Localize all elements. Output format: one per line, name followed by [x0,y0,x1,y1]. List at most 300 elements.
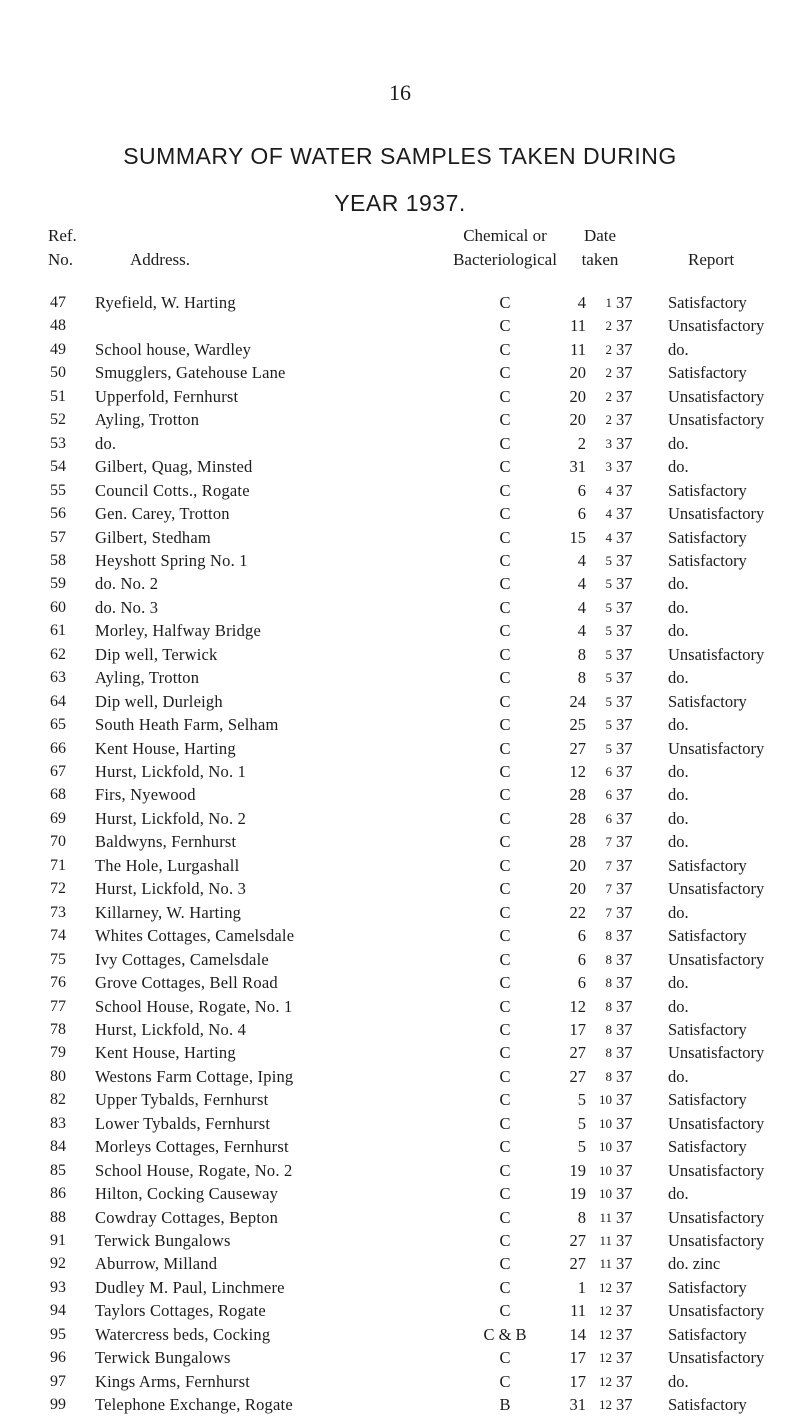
report: do. [668,785,689,805]
ref-number: 52 [50,411,66,429]
date-month: 4 [605,506,612,522]
date-month: 11 [599,1256,612,1272]
address: do. [95,433,117,453]
address: Whites Cottages, Camelsdale [95,926,295,946]
date-year: 37 [616,597,633,617]
date-month: 6 [605,810,612,826]
ref-number: 70 [50,833,66,851]
sample-type: C [499,1254,511,1274]
report: Satisfactory [668,550,747,570]
header-type-line1: Chemical or [463,226,547,245]
table-row [0,783,800,807]
date-day: 2 [577,433,586,453]
ref-number: 71 [50,856,66,874]
sample-type: C [499,480,511,500]
table-row [0,1018,800,1042]
address: Hurst, Lickfold, No. 1 [95,762,247,781]
address: Gen. Carey, Trotton [95,504,230,524]
report: Satisfactory [668,363,747,383]
date-year: 37 [616,1254,633,1274]
sample-type: C [499,879,511,899]
report: do. [668,808,689,828]
sample-type: C [499,1090,511,1110]
address: Taylors Cottages, Rogate [95,1301,266,1321]
table-row [0,1112,800,1136]
date-day: 27 [569,1066,586,1086]
report: do. [668,1184,689,1204]
table-row [0,1276,800,1300]
report: Unsatisfactory [668,1301,765,1321]
date-year: 37 [616,363,633,383]
date-month: 5 [605,623,612,639]
table-row [0,1323,800,1347]
date-day: 14 [569,1324,586,1344]
address: Council Cotts., Rogate [95,480,250,500]
sample-type: C [499,597,511,617]
ref-number: 96 [50,1349,66,1367]
date-month: 5 [605,670,612,686]
date-year: 37 [616,480,633,500]
sample-type: C [499,504,511,524]
date-day: 12 [569,762,586,781]
sample-type: C [499,550,511,570]
report: do. [668,762,689,781]
report: do. [668,1066,689,1086]
report: do. [668,715,689,735]
report: Unsatisfactory [668,504,765,524]
date-month: 3 [605,435,612,451]
sample-type: C [499,1277,511,1297]
address: Upperfold, Fernhurst [95,386,239,406]
table-row [0,1065,800,1089]
ref-number: 94 [50,1302,66,1320]
ref-number: 60 [50,598,66,616]
address: Morley, Halfway Bridge [95,621,261,641]
header-ref-line1: Ref. [48,226,77,245]
table-row [0,666,800,690]
date-day: 6 [577,973,586,993]
sample-type: C [499,410,511,430]
address: Lower Tybalds, Fernhurst [95,1113,271,1133]
report: Satisfactory [668,1090,747,1110]
date-year: 37 [616,1043,633,1063]
date-year: 37 [616,527,633,547]
date-year: 37 [616,762,633,781]
table-row [0,361,800,385]
date-year: 37 [616,855,633,875]
sample-type: C [499,691,511,711]
ref-number: 61 [50,622,66,640]
date-day: 20 [569,363,586,383]
header-ref-line2: No. [48,250,74,269]
date-day: 1 [577,1277,586,1297]
address: Aburrow, Milland [95,1254,218,1274]
sample-type: C [499,855,511,875]
sample-type: C [499,363,511,383]
date-year: 37 [616,1160,633,1180]
ref-number: 82 [50,1091,66,1109]
ref-number: 79 [50,1044,66,1062]
sample-type: C [499,926,511,946]
date-day: 4 [577,574,586,594]
address: Firs, Nyewood [95,785,196,805]
table-row [0,502,800,526]
address: Killarney, W. Harting [95,902,242,922]
table-row [0,830,800,854]
ref-number: 50 [50,364,66,382]
date-day: 8 [577,668,586,688]
page-title: SUMMARY OF WATER SAMPLES TAKEN DURING [123,143,677,169]
sample-type: C [499,785,511,805]
report: do. [668,1371,689,1391]
table-row [0,432,800,456]
sample-type: C [499,574,511,594]
date-month: 7 [605,857,612,873]
date-day: 20 [569,386,586,406]
table-row [0,549,800,573]
ref-number: 75 [50,950,66,968]
date-month: 8 [605,951,612,967]
ref-number: 56 [50,505,66,523]
sample-type: C [499,457,511,477]
address: Gilbert, Quag, Minsted [95,457,253,477]
report: do. [668,902,689,922]
date-year: 37 [616,316,633,336]
address: Dudley M. Paul, Linchmere [95,1277,285,1297]
report: Unsatisfactory [668,316,765,336]
sample-type: C [499,1207,511,1227]
date-year: 37 [616,715,633,735]
header-report: Report [688,250,735,269]
address: Upper Tybalds, Fernhurst [95,1090,269,1110]
page-subtitle: YEAR 1937. [334,190,466,216]
ref-number: 95 [50,1325,66,1343]
report: Satisfactory [668,691,747,711]
report: Satisfactory [668,1324,747,1344]
date-month: 7 [605,881,612,897]
sample-type: C [499,808,511,828]
date-month: 12 [599,1303,612,1319]
sample-type: C [499,433,511,453]
ref-number: 65 [50,716,66,734]
date-month: 10 [599,1115,612,1131]
address: Kent House, Harting [95,1043,236,1063]
date-day: 20 [569,855,586,875]
date-day: 4 [577,597,586,617]
address: Ivy Cottages, Camelsdale [95,949,269,969]
ref-number: 92 [50,1255,66,1273]
date-month: 2 [605,318,612,334]
table-row [0,385,800,409]
address: Westons Farm Cottage, Iping [95,1066,294,1086]
sample-type: C [499,949,511,969]
table-row [0,619,800,643]
date-year: 37 [616,668,633,688]
date-month: 5 [605,693,612,709]
ref-number: 69 [50,809,66,827]
date-day: 11 [570,316,586,336]
report: Unsatisfactory [668,949,765,969]
date-day: 17 [569,1371,586,1391]
address: Ryefield, W. Harting [95,293,236,312]
ref-number: 99 [50,1396,66,1414]
address: do. No. 2 [95,574,159,594]
sample-type: C [499,738,511,758]
address: Gilbert, Stedham [95,527,211,547]
ref-number: 63 [50,669,66,687]
date-month: 12 [599,1397,612,1413]
date-month: 12 [599,1350,612,1366]
table-row [0,479,800,503]
address: Baldwyns, Fernhurst [95,832,237,852]
report: Satisfactory [668,1277,747,1297]
report: Satisfactory [668,855,747,875]
report: Unsatisfactory [668,879,765,899]
date-month: 12 [599,1279,612,1295]
sample-type: C [499,996,511,1016]
date-day: 20 [569,879,586,899]
table-row [0,854,800,878]
date-day: 17 [569,1348,586,1368]
table-row [0,948,800,972]
ref-number: 76 [50,974,66,992]
date-month: 2 [605,365,612,381]
date-year: 37 [616,949,633,969]
address: Kings Arms, Fernhurst [95,1371,250,1391]
address: Telephone Exchange, Rogate [95,1395,293,1415]
ref-number: 97 [50,1372,66,1390]
date-day: 20 [569,410,586,430]
date-day: 22 [569,902,586,922]
report: Unsatisfactory [668,1160,765,1180]
table-row [0,877,800,901]
sample-type: C [499,1231,511,1250]
ref-number: 47 [50,294,66,311]
date-day: 8 [577,1207,586,1227]
ref-number: 57 [50,528,66,546]
date-day: 6 [577,926,586,946]
page-number: 16 [389,80,411,105]
table-row [0,924,800,948]
date-month: 5 [605,552,612,568]
address: Hilton, Cocking Causeway [95,1184,279,1204]
report: Unsatisfactory [668,1348,765,1368]
date-year: 37 [616,457,633,477]
date-year: 37 [616,293,633,312]
address: Ayling, Trotton [95,410,200,430]
table-row [0,455,800,479]
date-year: 37 [616,1113,633,1133]
sample-type: B [499,1395,511,1415]
table-row [0,338,800,362]
date-month: 7 [605,834,612,850]
date-month: 8 [605,1045,612,1061]
report: do. [668,597,689,617]
header-address: Address. [130,250,190,269]
table-row [0,1346,800,1370]
date-day: 31 [569,457,586,477]
ref-number: 55 [50,481,66,499]
table-row [0,291,800,315]
sample-type: C [499,386,511,406]
address: Watercress beds, Cocking [95,1324,271,1344]
address: Ayling, Trotton [95,668,200,688]
table-row [0,526,800,550]
date-year: 37 [616,410,633,430]
date-month: 4 [605,482,612,498]
report: Unsatisfactory [668,410,765,430]
report: Satisfactory [668,480,747,500]
sample-type: C [499,316,511,336]
date-day: 6 [577,480,586,500]
address: School House, Rogate, No. 2 [95,1160,293,1180]
sample-type: C [499,1137,511,1157]
sample-type: C [499,527,511,547]
date-month: 11 [599,1233,612,1248]
date-day: 5 [577,1137,586,1157]
ref-number: 80 [50,1067,66,1085]
date-month: 10 [599,1162,612,1178]
sample-type: C [499,1066,511,1086]
date-month: 2 [605,341,612,357]
report: Unsatisfactory [668,386,765,406]
ref-number: 67 [50,763,66,780]
address: Hurst, Lickfold, No. 2 [95,808,247,828]
date-month: 2 [605,388,612,404]
date-year: 37 [616,879,633,899]
date-month: 10 [599,1186,612,1202]
table-row [0,1135,800,1159]
date-month: 12 [599,1326,612,1342]
date-year: 37 [616,1137,633,1157]
table-row [0,807,800,831]
ref-number: 77 [50,997,66,1015]
date-month: 6 [605,787,612,803]
table-row [0,1159,800,1183]
date-year: 37 [616,504,633,524]
date-month: 10 [599,1139,612,1155]
date-month: 8 [605,928,612,944]
report: do. [668,433,689,453]
date-day: 27 [569,738,586,758]
date-day: 27 [569,1043,586,1063]
sample-type: C [499,1043,511,1063]
date-month: 8 [605,998,612,1014]
table-row [0,1041,800,1065]
address: Dip well, Durleigh [95,691,223,711]
date-month: 4 [605,529,612,545]
ref-number: 93 [50,1278,66,1296]
sample-type: C [499,1184,511,1204]
header-date-line1: Date [583,226,617,245]
address: Heyshott Spring No. 1 [95,550,248,570]
date-month: 1 [605,295,612,310]
date-year: 37 [616,738,633,758]
ref-number: 85 [50,1161,66,1179]
report: do. [668,668,689,688]
date-day: 24 [569,691,586,711]
table-row [0,1299,800,1323]
address: Terwick Bungalows [95,1348,231,1368]
date-year: 37 [616,785,633,805]
date-month: 5 [605,576,612,592]
sample-type: C [499,1019,511,1039]
ref-number: 74 [50,927,66,945]
date-year: 37 [616,808,633,828]
date-day: 15 [569,527,586,547]
table-row [0,643,800,667]
ref-number: 84 [50,1138,66,1156]
table-row [0,1393,800,1417]
report: do. [668,574,689,594]
report: Satisfactory [668,1395,747,1415]
ref-number: 88 [50,1208,66,1226]
date-year: 37 [616,1324,633,1344]
address: The Hole, Lurgashall [95,855,240,875]
date-month: 5 [605,599,612,615]
date-year: 37 [616,1395,633,1415]
date-day: 8 [577,644,586,664]
address: School House, Rogate, No. 1 [95,996,293,1016]
ref-number: 51 [50,387,66,405]
report: do. [668,457,689,477]
report: do. [668,832,689,852]
date-year: 37 [616,1090,633,1110]
address: Terwick Bungalows [95,1231,231,1250]
date-day: 12 [569,996,586,1016]
date-month: 5 [605,740,612,756]
table-row [0,1370,800,1394]
table-row [0,1088,800,1112]
date-month: 6 [605,764,612,779]
date-month: 7 [605,904,612,920]
date-day: 5 [577,1113,586,1133]
ref-number: 72 [50,880,66,898]
report: Unsatisfactory [668,1113,765,1133]
report: do. [668,339,689,359]
sample-type: C [499,1160,511,1180]
table-row [0,1206,800,1230]
date-day: 28 [569,832,586,852]
table-row [0,737,800,761]
date-month: 8 [605,1068,612,1084]
report: do. [668,973,689,993]
date-day: 4 [577,293,586,312]
date-month: 10 [599,1092,612,1108]
table-row [0,690,800,714]
date-year: 37 [616,973,633,993]
date-year: 37 [616,1019,633,1039]
table-row [0,1182,800,1206]
sample-type: C & B [483,1324,527,1344]
address: do. No. 3 [95,597,159,617]
date-year: 37 [616,386,633,406]
table-row [0,995,800,1019]
report: Unsatisfactory [668,644,765,664]
table-row [0,314,800,338]
date-day: 28 [569,808,586,828]
date-month: 2 [605,412,612,428]
sample-type: C [499,644,511,664]
date-year: 37 [616,1231,633,1250]
ref-number: 53 [50,434,66,452]
date-day: 19 [569,1184,586,1204]
date-year: 37 [616,1184,633,1204]
sample-type: C [499,1371,511,1391]
date-day: 11 [570,339,586,359]
date-day: 27 [569,1254,586,1274]
report: Unsatisfactory [668,1207,765,1227]
